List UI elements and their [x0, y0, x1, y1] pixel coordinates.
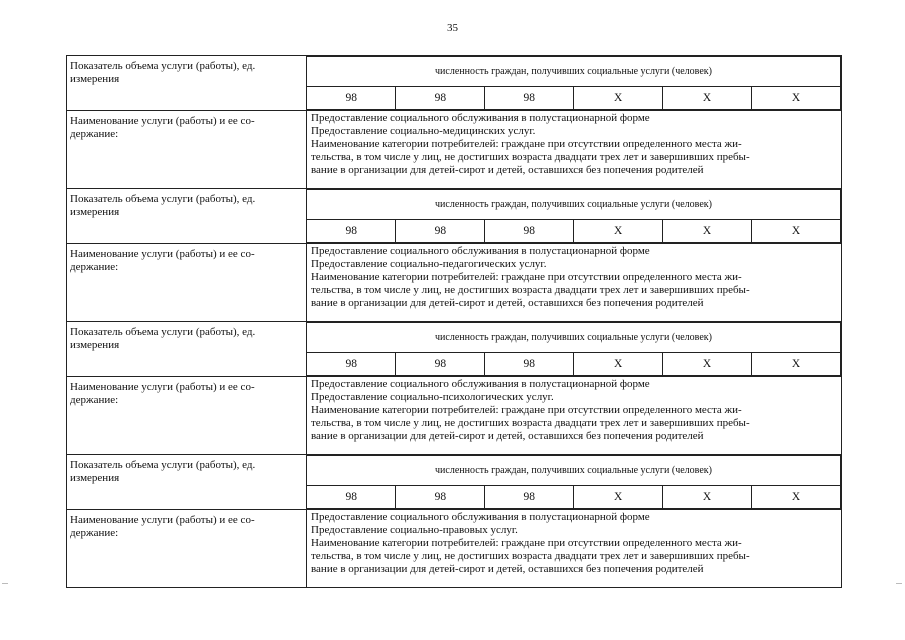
indicator-values	[307, 189, 842, 244]
value-cell: 98	[307, 87, 396, 110]
description-line: Предоставление социального обслуживания в полустационарной форме	[311, 378, 650, 390]
service-label: Наименование услуги (работы) и ее со-держание:	[67, 244, 307, 322]
indicator-row	[67, 56, 842, 111]
value-cell: 98	[485, 486, 574, 509]
unit-label: численность граждан, получивших социальные услуги (человек)	[307, 323, 841, 353]
indicator-row	[67, 322, 842, 377]
description-line: Наименование категории потребителей: граждане при отсутствии определенного места жи-	[311, 138, 742, 150]
description-line: Наименование категории потребителей: граждане при отсутствии определенного места жи-	[311, 271, 742, 283]
service-row	[67, 244, 842, 322]
indicator-label: Показатель объема услуги (работы), ед. измерения	[67, 322, 307, 377]
service-description	[307, 244, 842, 322]
description-line: Предоставление социально-педагогических услуг.	[311, 258, 547, 270]
service-label: Наименование услуги (работы) и ее со-держание:	[67, 377, 307, 455]
service-label: Наименование услуги (работы) и ее со-держание:	[67, 510, 307, 588]
values-row	[307, 220, 841, 243]
value-cell: 98	[396, 87, 485, 110]
unit-label: численность граждан, получивших социальные услуги (человек)	[307, 190, 841, 220]
values-row	[307, 486, 841, 509]
value-cell: 98	[396, 220, 485, 243]
description-line: Предоставление социального обслуживания в полустационарной форме	[311, 245, 650, 257]
value-cell: X	[752, 87, 841, 110]
description-line: Наименование категории потребителей: граждане при отсутствии определенного места жи-	[311, 537, 742, 549]
service-row	[67, 377, 842, 455]
value-cell: X	[574, 486, 663, 509]
value-cell: X	[574, 353, 663, 376]
value-cell: X	[663, 87, 752, 110]
value-cell: 98	[485, 353, 574, 376]
description-line: вание в организации для детей-сирот и детей, оставшихся без попечения родителей	[311, 297, 704, 309]
service-label: Наименование услуги (работы) и ее со-держание:	[67, 111, 307, 189]
indicator-label: Показатель объема услуги (работы), ед. измерения	[67, 455, 307, 510]
margin-mark-left	[2, 583, 8, 584]
service-description	[307, 377, 842, 455]
indicator-values	[307, 56, 842, 111]
indicator-values	[307, 322, 842, 377]
unit-label: численность граждан, получивших социальные услуги (человек)	[307, 57, 841, 87]
description-line: Предоставление социально-медицинских услуг.	[311, 125, 536, 137]
unit-label: численность граждан, получивших социальные услуги (человек)	[307, 456, 841, 486]
description-line: тельства, в том числе у лиц, не достигших возраста двадцати трех лет и завершивших пребы-	[311, 550, 750, 562]
value-cell: 98	[396, 353, 485, 376]
description-line: вание в организации для детей-сирот и детей, оставшихся без попечения родителей	[311, 430, 704, 442]
service-description	[307, 510, 842, 588]
indicator-values	[307, 455, 842, 510]
value-cell: 98	[485, 87, 574, 110]
description-line: Предоставление социально-правовых услуг.	[311, 524, 518, 536]
description-line: тельства, в том числе у лиц, не достигших возраста двадцати трех лет и завершивших пребы-	[311, 284, 750, 296]
value-cell: 98	[307, 220, 396, 243]
value-cell: X	[663, 486, 752, 509]
value-cell: 98	[307, 486, 396, 509]
service-description	[307, 111, 842, 189]
description-line: вание в организации для детей-сирот и детей, оставшихся без попечения родителей	[311, 164, 704, 176]
value-cell: X	[574, 220, 663, 243]
values-grid	[307, 56, 841, 110]
margin-mark-right	[896, 583, 902, 584]
description-line: Наименование категории потребителей: граждане при отсутствии определенного места жи-	[311, 404, 742, 416]
values-grid	[307, 322, 841, 376]
page-number: 35	[447, 22, 458, 34]
values-row	[307, 87, 841, 110]
value-cell: 98	[485, 220, 574, 243]
description-line: вание в организации для детей-сирот и детей, оставшихся без попечения родителей	[311, 563, 704, 575]
value-cell: X	[752, 486, 841, 509]
value-cell: X	[663, 220, 752, 243]
value-cell: 98	[396, 486, 485, 509]
value-cell: X	[752, 353, 841, 376]
description-line: Предоставление социального обслуживания в полустационарной форме	[311, 112, 650, 124]
value-cell: X	[574, 87, 663, 110]
description-line: тельства, в том числе у лиц, не достигших возраста двадцати трех лет и завершивших пребы-	[311, 151, 750, 163]
values-row	[307, 353, 841, 376]
indicator-label: Показатель объема услуги (работы), ед. измерения	[67, 56, 307, 111]
services-table	[66, 55, 842, 588]
value-cell: X	[663, 353, 752, 376]
description-line: тельства, в том числе у лиц, не достигших возраста двадцати трех лет и завершивших пребы-	[311, 417, 750, 429]
description-line: Предоставление социально-психологических услуг.	[311, 391, 554, 403]
value-cell: X	[752, 220, 841, 243]
indicator-row	[67, 189, 842, 244]
service-row	[67, 111, 842, 189]
value-cell: 98	[307, 353, 396, 376]
indicator-label: Показатель объема услуги (работы), ед. измерения	[67, 189, 307, 244]
description-line: Предоставление социального обслуживания в полустационарной форме	[311, 511, 650, 523]
service-row	[67, 510, 842, 588]
values-grid	[307, 189, 841, 243]
values-grid	[307, 455, 841, 509]
indicator-row	[67, 455, 842, 510]
